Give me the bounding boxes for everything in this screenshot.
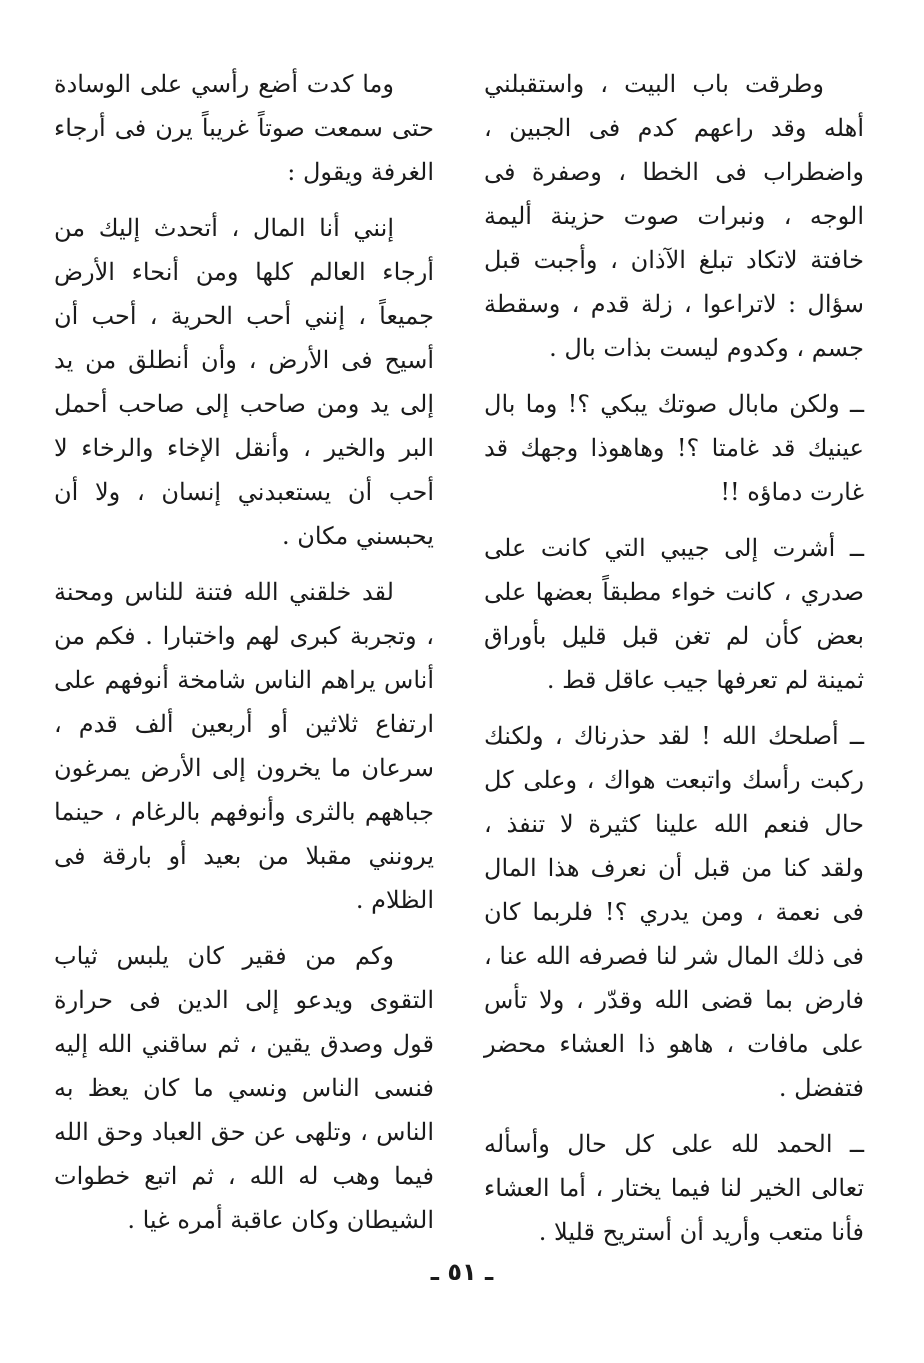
paragraph: ــ ولكن مابال صوتك يبكي ؟! وما بال عينيك قد غامتا ؟! وهاهوذا وجهك قد غارت دماؤه !!	[484, 390, 864, 506]
paragraph: وطرقت باب البيت ، واستقبلني أهله وقد راعهم كدم فى الجبين ، واضطراب فى الخطا ، وصفرة فى الوجه ، ونبرات صوت حزينة أليمة خافتة لاتكاد تبلغ الآذان ، وأجبت قبل سؤال : لاتراعوا ، زلة قدم ، وسقطة جسم ، وكدوم ليست بذات بال .	[484, 70, 864, 362]
paragraph: ــ أشرت إلى جيبي التي كانت على صدري ، كانت خواء مطبقاً بعضها على بعض كأن لم تغن قبل قليل بأوراق ثمينة لم تعرفها جيب عاقل قط .	[484, 534, 864, 694]
paragraph: لقد خلقني الله فتنة للناس ومحنة ، وتجربة كبرى لهم واختبارا . فكم من أناس يراهم الناس شامخة أنوفهم على ارتفاع ثلاثين أو أربعين ألف قدم ، سرعان ما يخرون إلى الأرض يمرغون جباههم بالثرى وأنوفهم بالرغام ، حينما يرونني مقبلا من بعيد أو بارقة فى الظلام .	[54, 578, 434, 914]
paragraph: وما كدت أضع رأسي على الوسادة حتى سمعت صوتاً غريباً يرن فى أرجاء الغرفة ويقول :	[54, 70, 434, 186]
paragraph: ــ الحمد لله على كل حال وأسأله تعالى الخير لنا فيما يختار ، أما العشاء فأنا متعب وأريد أن أستريح قليلا .	[484, 1130, 864, 1246]
left-column	[54, 62, 434, 1254]
right-column	[484, 62, 864, 1266]
paragraph: ــ أصلحك الله ! لقد حذرناك ، ولكنك ركبت رأسك واتبعت هواك ، وعلى كل حال فنعم الله علينا كثيرة لا تنفذ ، ولقد كنا من قبل أن نعرف هذا المال فى نعمة ، ومن يدري ؟! فلربما كان فى ذلك المال شر لنا فصرفه الله عنا ، فارض بما قضى الله وقدّر ، ولا تأس على مافات ، هاهو ذا العشاء محضر فتفضل .	[484, 722, 864, 1102]
paragraph: وكم من فقير كان يلبس ثياب التقوى ويدعو إلى الدين فى حرارة قول وصدق يقين ، ثم ساقني الله إليه فنسى الناس ونسي ما كان يعظ به الناس ، وتلهى عن حق العباد وحق الله فيما وهب له الله ، ثم اتبع خطوات الشيطان وكان عاقبة أمره غيا .	[54, 942, 434, 1234]
paragraph: إنني أنا المال ، أتحدث إليك من أرجاء العالم كلها ومن أنحاء الأرض جميعاً ، إنني أحب الحرية ، أحب أن أسيح فى الأرض ، وأن أنطلق من يد إلى يد ومن صاحب إلى صاحب أحمل البر والخير ، وأنقل الإخاء والرخاء لا أحب أن يستعبدني إنسان ، ولا أن يحبسني مكان .	[54, 214, 434, 550]
page-number: ـ ٥١ ـ	[430, 1258, 494, 1286]
